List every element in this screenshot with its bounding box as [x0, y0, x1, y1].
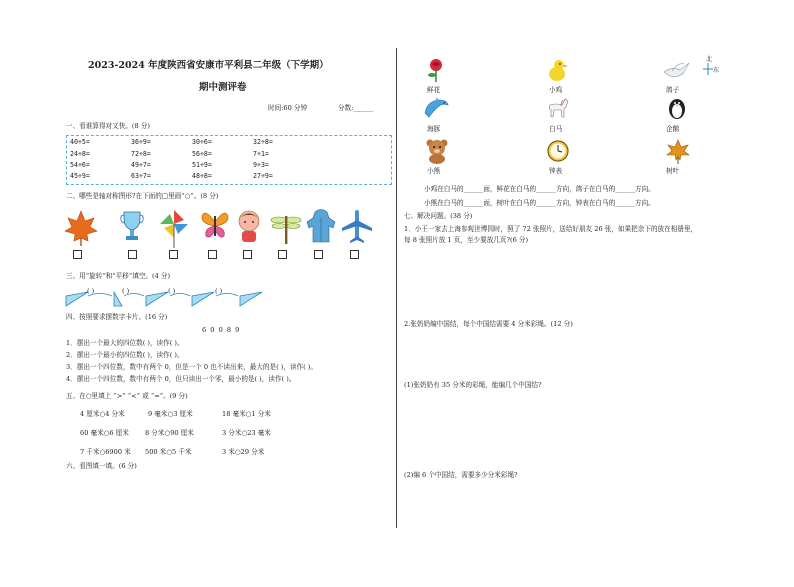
direction-fill: 小熊在白马的______面，树叶在白马的______方向，钟表在白马的______方向。: [424, 199, 655, 207]
answer-box[interactable]: [169, 250, 178, 259]
exam-score: 分数:______: [338, 104, 374, 112]
compare-item: 3 米○29 分米: [222, 448, 265, 456]
compare-item: 60 毫米○6 厘米: [80, 429, 129, 437]
animal-label: 白马: [549, 125, 563, 133]
chick-icon: [546, 58, 568, 82]
symmetry-figures: [64, 208, 376, 250]
butterfly-icon: [202, 213, 228, 237]
compare-item: 7 千米○6900 米: [80, 448, 131, 456]
compare-item: 4 厘米○4 分米: [80, 410, 125, 418]
transform-label: ( ): [87, 287, 95, 295]
animal-label: 鸽子: [666, 86, 680, 94]
section-5-heading: 五、在○里填上 “>” “<” 或 “=”。(9 分): [66, 392, 188, 400]
compare-item: 9 毫米○3 厘米: [148, 410, 193, 418]
section-3-heading: 三、用“旋转”和“平移”填空。(4 分): [66, 272, 171, 280]
compass-north: 北: [706, 56, 713, 63]
q4-item: 3．摆出一个四位数，数中有两个 0，但是一个 0 也不读出来，最大的是( )，读作( )。: [66, 363, 317, 371]
animal-label: 钟表: [549, 167, 563, 175]
dolphin-icon: [423, 97, 449, 119]
transform-label: ( ): [122, 287, 130, 295]
animal-label: 海豚: [427, 125, 441, 133]
compare-item: 18 毫米○1 分米: [222, 410, 271, 418]
calc-item: 51÷9=: [192, 161, 212, 169]
calc-item: 32÷8=: [253, 138, 273, 146]
calc-item: 9÷3=: [253, 161, 269, 169]
problem-2-heading: 2.张奶奶编中国结，每个中国结需要 4 分米彩绳。(12 分): [404, 320, 573, 328]
calc-item: 72÷8=: [131, 150, 151, 158]
transform-label: ( ): [215, 287, 223, 295]
horse-icon: [546, 97, 570, 119]
animal-label: 小鸡: [549, 86, 563, 94]
answer-box[interactable]: [73, 250, 82, 259]
calc-item: 30÷6=: [192, 138, 212, 146]
animal-label: 小熊: [427, 167, 441, 175]
digit-cards: 6 0 0 8 9: [202, 326, 241, 334]
direction-fill: 小鸡在白马的______面，鲜花在白马的______方向，鸽子在白马的______方向。: [424, 185, 655, 193]
compare-item: 8 分米○90 厘米: [145, 429, 194, 437]
bear-icon: [425, 138, 449, 164]
calc-item: 49÷7=: [131, 161, 151, 169]
calc-item: 40÷5=: [70, 138, 90, 146]
calc-item: 48÷8=: [192, 172, 212, 180]
answer-box[interactable]: [314, 250, 323, 259]
calc-item: 45÷9=: [70, 172, 90, 180]
airplane-icon: [342, 210, 372, 243]
dove-icon: [662, 60, 690, 80]
calc-item: 54÷6=: [70, 161, 90, 169]
answer-box[interactable]: [278, 250, 287, 259]
q4-item: 1．摆出一个最大的四位数( )，读作( )。: [66, 339, 184, 347]
problem-1-line2: 每 8 张照片放 1 页，至少要放几页?(6 分): [404, 236, 529, 244]
trophy-icon: [121, 212, 143, 240]
penguin-icon: [667, 96, 687, 120]
section-6-heading: 六、看图填一填。(6 分): [66, 462, 137, 470]
section-4-heading: 四、按照要求摆数字卡片。(16 分): [66, 313, 168, 321]
answer-box[interactable]: [243, 250, 252, 259]
section-7-heading: 七、解决问题。(38 分): [404, 212, 473, 220]
pinwheel-icon: [160, 210, 188, 248]
transform-label: ( ): [168, 287, 176, 295]
calc-item: 24÷8=: [70, 150, 90, 158]
maple-leaf-icon: [65, 211, 97, 246]
section-1-heading: 一、看谁算得对又快。(8 分): [66, 122, 150, 130]
q4-item: 2．摆出一个最小的四位数( )，读作( )。: [66, 351, 184, 359]
answer-box[interactable]: [208, 250, 217, 259]
exam-time: 时间:60 分钟: [268, 104, 308, 112]
calc-item: 27÷9=: [253, 172, 273, 180]
answer-box[interactable]: [128, 250, 137, 259]
calc-box: [66, 135, 392, 185]
raincoat-icon: [307, 210, 335, 243]
clock-icon: [546, 139, 570, 163]
compass-arrow-icon: [702, 62, 714, 76]
animal-label: 企鹅: [666, 125, 680, 133]
compare-item: 500 米○5 千米: [145, 448, 192, 456]
calc-item: 7÷1=: [253, 150, 269, 158]
doll-icon: [239, 211, 259, 242]
rose-icon: [424, 58, 448, 82]
leaf-icon: [666, 138, 690, 164]
section-2-heading: 二、哪些是轴对称图形?在下面的□里画“○”。(8 分): [66, 192, 219, 200]
answer-box[interactable]: [350, 250, 359, 259]
calc-item: 56÷8=: [192, 150, 212, 158]
problem-2-part2: (2)编 6 个中国结，需要多少分米彩绳?: [404, 471, 518, 479]
calc-item: 63÷7=: [131, 172, 151, 180]
compass-east: 东: [713, 67, 720, 74]
animal-label: 鲜花: [427, 86, 441, 94]
problem-1-line1: 1．小王一家去上海参观世博园时，照了 72 张照片，送给好朋友 26 张，如果把余下的放在相册里，: [404, 225, 698, 233]
animal-label: 树叶: [666, 167, 680, 175]
dragonfly-icon: [271, 216, 301, 244]
exam-subtitle: 期中测评卷: [199, 82, 247, 93]
calc-item: 36÷9=: [131, 138, 151, 146]
exam-title: 2023-2024 年度陕西省安康市平利县二年级（下学期）: [88, 60, 329, 71]
problem-2-part1: (1)张奶奶有 35 分米的彩绳，能编几个中国结?: [404, 381, 542, 389]
column-divider: [396, 48, 397, 528]
compare-item: 3 分米○23 毫米: [222, 429, 271, 437]
q4-item: 4．摆出一个四位数，数中有两个 0，但只读出一个零，最小的是( )，读作( )。: [66, 375, 296, 383]
